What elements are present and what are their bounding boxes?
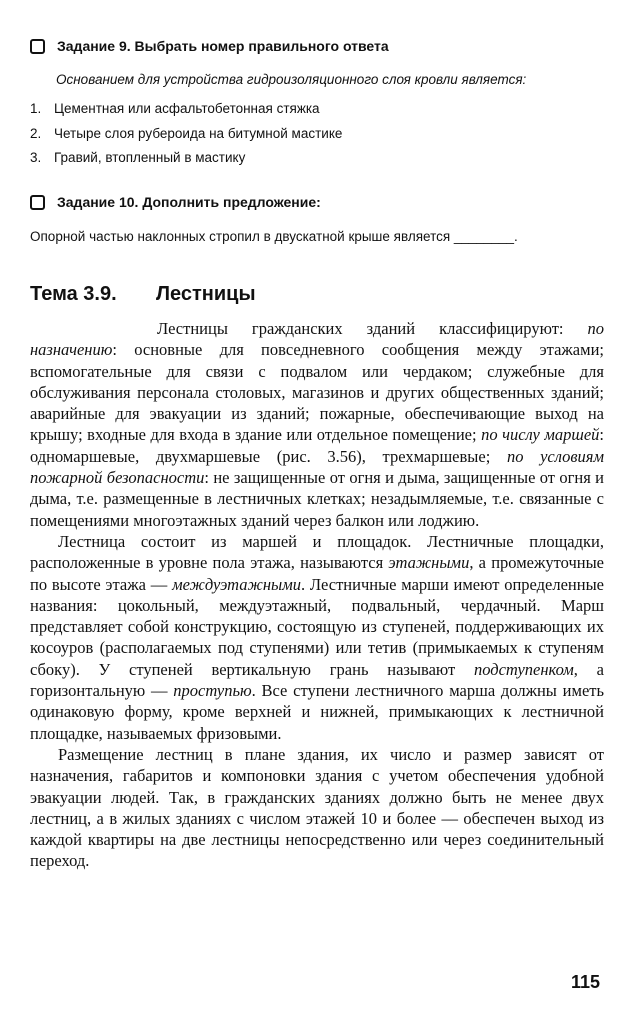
- checkbox-icon: [30, 195, 45, 210]
- italic-term: этажными: [388, 553, 470, 573]
- text-run: , а промежуточные по высоте этажа —: [30, 553, 605, 594]
- italic-term: проступью: [173, 681, 252, 701]
- task-10-title: Задание 10. Дополнить предложение:: [57, 194, 321, 210]
- task-10-heading: [30, 194, 321, 210]
- option-number: 2.: [30, 126, 42, 141]
- topic-title: Лестницы: [156, 283, 256, 305]
- text-run: : не защищенные от огня и дыма, защищенные от огня и дыма, т.е. размещенные в лестничных клетках; незадымляемые, т.е. связанные с помещениями многоэтажных зданий через балкон или лоджию.: [30, 468, 605, 530]
- paragraph-classification: [30, 318, 604, 531]
- text-run: Размещение лестниц в плане здания, их число и размер зависят от назначения, габаритов и компоновки здания с учетом обеспечения удобной эвакуации людей. Так, в гражданских зданиях должно быть не менее двух лестниц, а в жилых зданиях с числом этажей 10 и более — обеспечен выход из каждой квартиры на две лестницы непосредственно или через соединительный переход.: [30, 744, 604, 871]
- checkbox-icon: [30, 39, 45, 54]
- task-9-title: Задание 9. Выбрать номер правильного ответа: [57, 38, 389, 54]
- italic-term: по числу маршей: [481, 425, 600, 445]
- answer-option: [30, 101, 320, 116]
- task-10-sentence: Опорной частью наклонных стропил в двускатной крыше является ________.: [30, 229, 518, 244]
- text-run: . Лестничные марши имеют определенные названия: цокольный, междуэтажный, подвальный, чердачный. Марш представляет собой конструкцию, состоящую из ступеней, поддерживающих их косоуров (располагаемых под ступенями) или тетив (примыкаемых к ступеням сбоку). У ступеней вертикальную грань называют: [30, 574, 604, 679]
- task-9-prompt: Основанием для устройства гидроизоляционного слоя кровли является:: [56, 72, 527, 87]
- option-number: 1.: [30, 101, 42, 116]
- answer-option: [30, 126, 342, 141]
- text-run: , а горизонтальную —: [30, 659, 604, 701]
- option-number: 3.: [30, 150, 42, 165]
- paragraph-structure: [30, 531, 604, 744]
- paragraph-placement: [30, 744, 604, 872]
- topic-number: Тема 3.9.: [30, 283, 117, 305]
- italic-term: междуэтажными: [172, 574, 302, 594]
- option-text: Четыре слоя рубероида на битумной мастике: [54, 126, 343, 141]
- italic-term: подступенком: [473, 659, 574, 679]
- text-run: : основные для повседневного сообщения между этажами; вспомогательные для связи с подвалом или чердаком; служебные для обслуживания персонала столовых, магазинов и других общественных зданий; аварийные для эвакуации из зданий; пожарные, обеспечивающие выход на крышу; входные для входа в здание или отдельное помещение;: [30, 340, 604, 445]
- text-run: : одномаршевые, двухмаршевые (рис. 3.56), трехмаршевые;: [30, 425, 604, 466]
- text-run: Лестницы гражданских зданий классифицируют:: [157, 319, 588, 338]
- text-run: Лестница состоит из маршей и площадок. Лестничные площадки, расположенные в уровне пола этажа, называются: [30, 531, 604, 573]
- topic-heading: [30, 283, 256, 306]
- body-text: [30, 318, 604, 872]
- italic-term: по назначению: [30, 319, 604, 360]
- italic-term: по условиям пожарной безопасности: [30, 446, 605, 488]
- answer-option: [30, 150, 245, 165]
- option-text: Гравий, втопленный в мастику: [54, 150, 246, 165]
- page-number: 115: [570, 972, 600, 992]
- option-text: Цементная или асфальтобетонная стяжка: [54, 101, 320, 116]
- text-run: . Все ступени лестничного марша должны иметь одинаковую форму, кроме верхней и нижней, примыкающих к лестничной площадке, называемых фризовыми.: [30, 681, 605, 743]
- task-9-heading: [30, 38, 389, 54]
